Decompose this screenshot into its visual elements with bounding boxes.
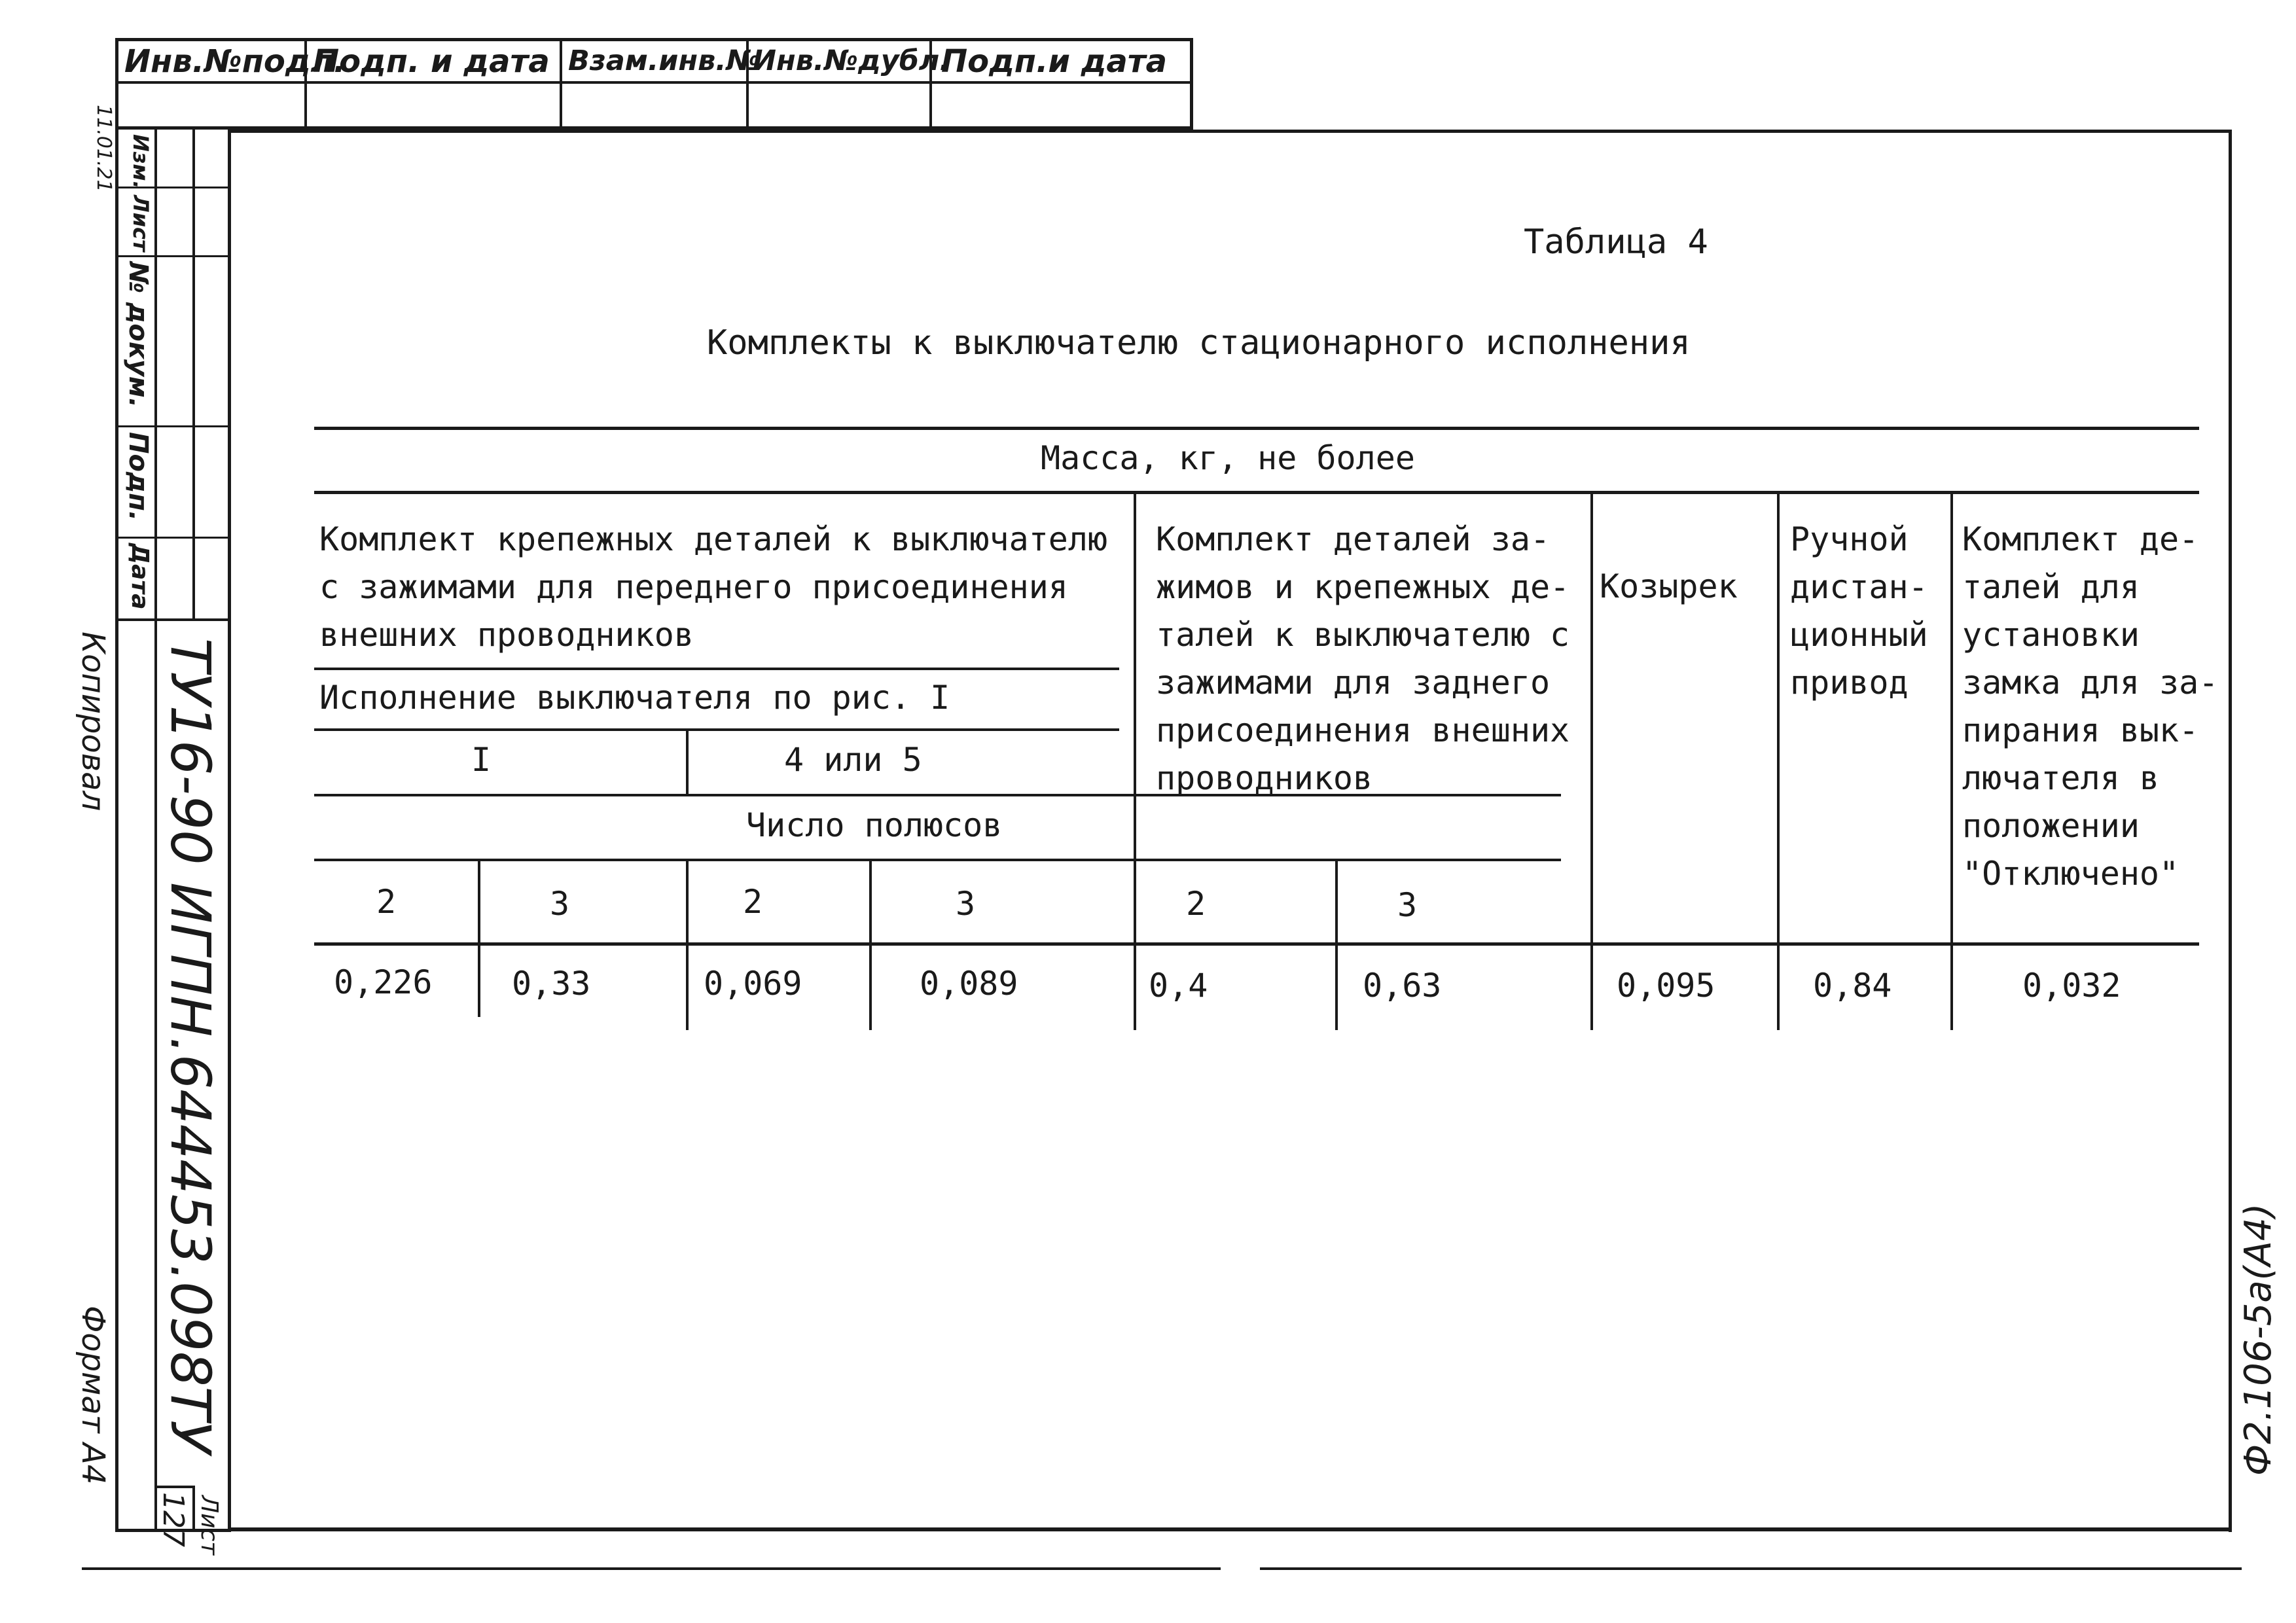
col-manual-drive: Ручной дистан- ционный привод bbox=[1790, 520, 1928, 702]
format-label: Формат А4 bbox=[75, 1306, 111, 1485]
sheet-label: Лист bbox=[196, 1495, 223, 1556]
stamp-label-inv-dup: Инв.№дубл. bbox=[753, 45, 950, 77]
stamp-label-sign-date: Подп. и дата bbox=[313, 43, 550, 80]
col-visor: Козырек bbox=[1600, 567, 1738, 605]
poles-cell: 3 bbox=[1397, 886, 1418, 924]
form-code: Ф2.106-5а(А4) bbox=[2237, 1203, 2280, 1476]
stamp-label-sheet: Лист bbox=[128, 195, 153, 252]
stamp-label-replace-inv: Взам.инв.№ bbox=[568, 45, 761, 77]
mass-value: 0,33 bbox=[512, 965, 591, 1003]
stamp-label-change: Изм. bbox=[128, 134, 153, 189]
poles-cell: 3 bbox=[956, 885, 976, 923]
copied-by-label: Копировал bbox=[75, 632, 111, 812]
mass-value: 0,069 bbox=[704, 965, 802, 1003]
mass-value: 0,63 bbox=[1363, 967, 1442, 1005]
stamp-label-inv-orig: Инв.№подл. bbox=[124, 43, 346, 80]
poles-cell: 2 bbox=[376, 883, 397, 921]
stamp-label-sign-date-2: Подп.и дата bbox=[941, 43, 1168, 80]
stamp-label-sign: Подп. bbox=[123, 432, 153, 522]
table-number: Таблица 4 bbox=[1524, 223, 1708, 262]
col-lock-kit: Комплект де- талей для установки замка для за- пирания вык- лючателя в положении "Отключено" bbox=[1962, 520, 2219, 893]
col-rear-connection: Комплект деталей за- жимов и крепежных де- талей к выключателю с зажимами для заднего присоединения внешних проводников bbox=[1156, 520, 1570, 797]
poles-cell: 3 bbox=[550, 885, 570, 923]
corner-note: 11.01.21 bbox=[92, 105, 115, 192]
mass-value: 0,226 bbox=[334, 963, 433, 1001]
poles-label: Число полюсов bbox=[746, 806, 1003, 844]
poles-cell: 2 bbox=[743, 883, 763, 921]
poles-cell: 2 bbox=[1186, 885, 1206, 923]
execution-label: Исполнение выключателя по рис. I bbox=[319, 679, 950, 717]
execution-1: I bbox=[471, 741, 492, 779]
mass-value: 0,032 bbox=[2022, 967, 2121, 1005]
stamp-label-doc-no: № докум. bbox=[123, 262, 153, 408]
document-code: ТУ16-90 ИГПН.644453.098ТУ bbox=[158, 638, 223, 1454]
table-title: Комплекты к выключателю стационарного исполнения bbox=[707, 323, 1691, 363]
mass-value: 0,4 bbox=[1149, 967, 1208, 1005]
mass-header: Масса, кг, не более bbox=[1041, 439, 1415, 477]
execution-4-or-5: 4 или 5 bbox=[784, 741, 922, 779]
mass-value: 0,089 bbox=[920, 965, 1018, 1003]
col-front-connection: Комплект крепежных деталей к выключателю с зажимами для переднего присоединения внешних проводников bbox=[319, 520, 1108, 654]
mass-value: 0,84 bbox=[1813, 967, 1892, 1005]
sheet-number: 127 bbox=[156, 1492, 190, 1547]
mass-value: 0,095 bbox=[1617, 967, 1715, 1005]
stamp-label-date: Дата bbox=[126, 543, 153, 610]
